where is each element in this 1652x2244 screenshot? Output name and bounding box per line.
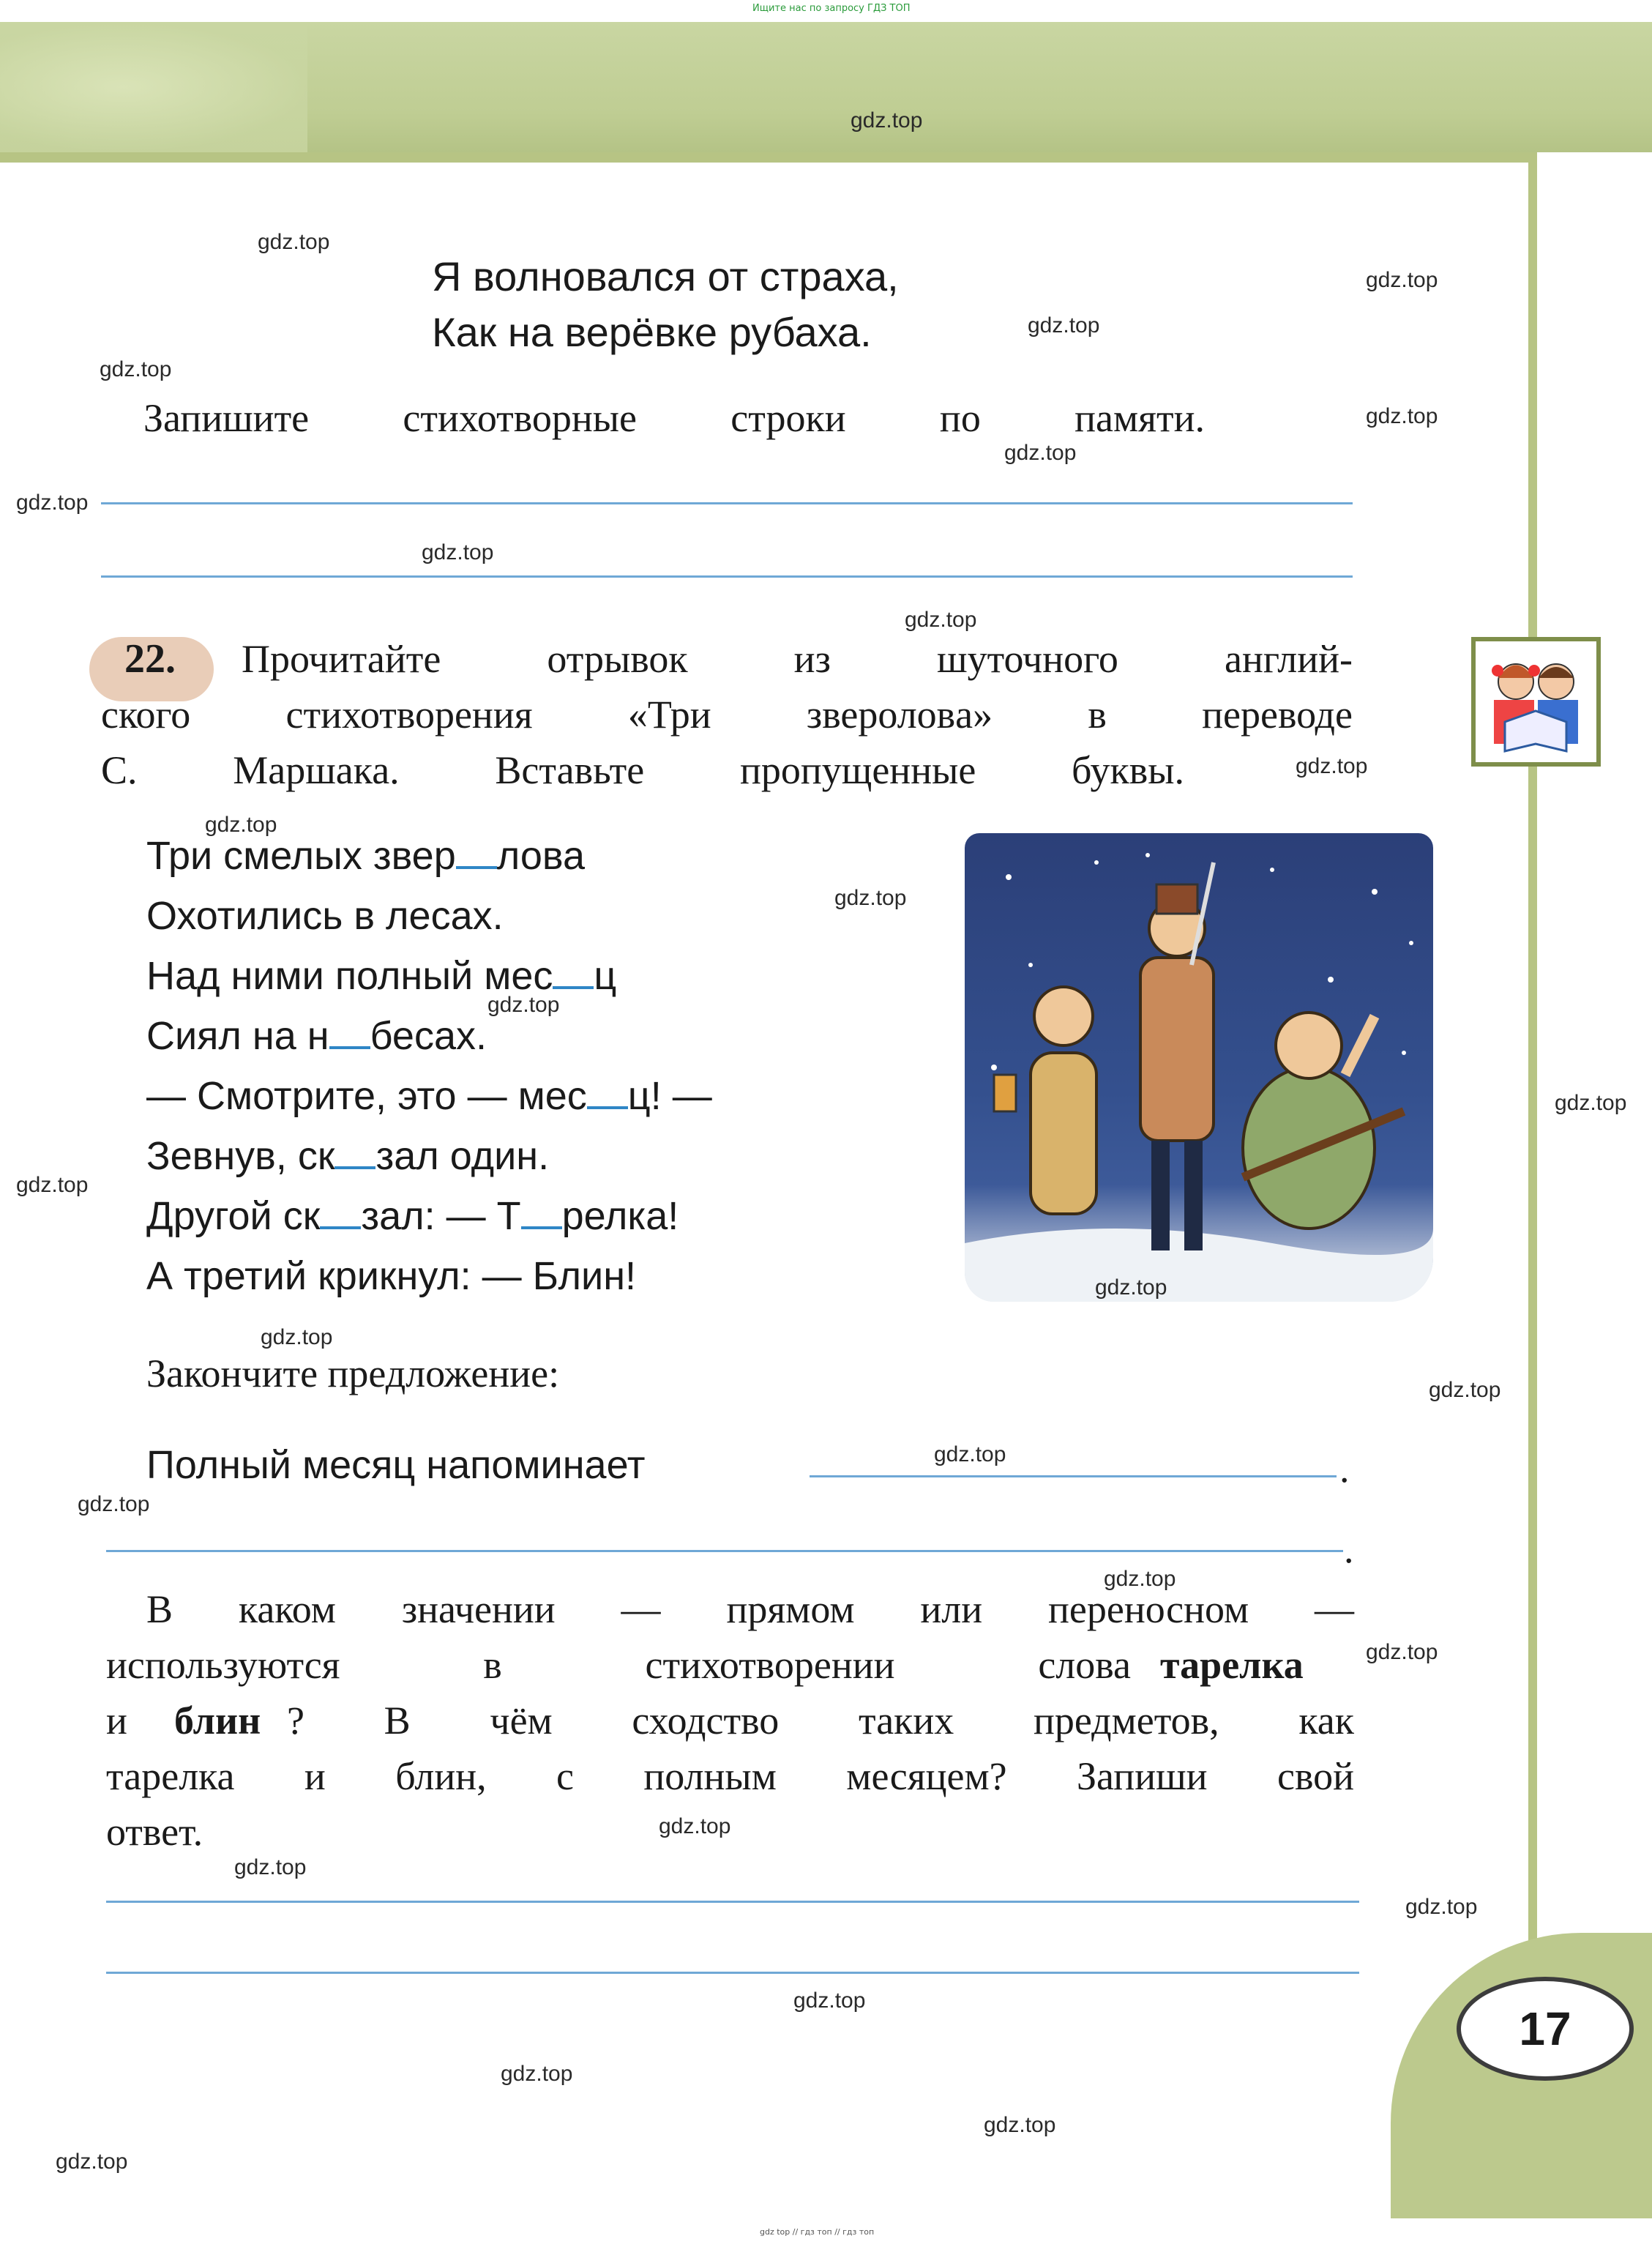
period: .	[1344, 1527, 1354, 1571]
exercise-line: ского стихотворения «Три звероловa» в переводе	[101, 693, 1353, 737]
answer-line[interactable]	[106, 1901, 1359, 1903]
answer-line[interactable]	[106, 1550, 1343, 1552]
watermark: gdz.top	[1296, 754, 1368, 778]
bold-word: тарелка	[1160, 1643, 1304, 1687]
poem-line: Охотились в лесах.	[146, 894, 504, 938]
watermark: gdz.top	[834, 886, 907, 910]
letter-gap[interactable]	[521, 1193, 562, 1229]
answer-line[interactable]	[101, 502, 1353, 504]
answer-line[interactable]	[106, 1972, 1359, 1974]
poem-line: Над ними полный мес ц	[146, 954, 617, 998]
watermark: gdz.top	[1104, 1567, 1176, 1591]
watermark: gdz.top	[1366, 1640, 1438, 1664]
header-note: Ищите нас по запросу ГДЗ ТОП	[752, 3, 911, 14]
watermark: gdz.top	[501, 2062, 573, 2086]
task-write: Запишите стихотворные строки по памяти.	[143, 396, 1205, 440]
poem-line: А третий крикнул: — Блин!	[146, 1254, 637, 1298]
margin-rule	[1528, 152, 1537, 1983]
watermark: gdz.top	[78, 1492, 150, 1516]
poem-line: — Смотрите, это — мес ц! —	[146, 1074, 712, 1118]
watermark: gdz.top	[1366, 268, 1438, 292]
answer-line[interactable]	[101, 575, 1353, 578]
watermark: gdz.top	[984, 2113, 1056, 2137]
letter-gap[interactable]	[320, 1193, 361, 1229]
question-line: тарелка и блин, с полным месяцем? Запиши свой	[106, 1754, 1354, 1798]
watermark: gdz.top	[205, 813, 277, 837]
page-number: 17	[1457, 1977, 1634, 2081]
watermark: gdz.top	[261, 1325, 333, 1349]
exercise-line: С. Маршака. Вставьте пропущенные буквы.	[101, 748, 1184, 792]
question-line: ответ.	[106, 1810, 203, 1854]
bold-word: блин	[174, 1699, 261, 1742]
watermark: gdz.top	[258, 230, 330, 254]
watermark: gdz.top	[1028, 313, 1100, 338]
poem-line: Сиял на н бесах.	[146, 1014, 487, 1058]
watermark: gdz.top	[1555, 1091, 1627, 1115]
watermark: gdz.top	[793, 1988, 866, 2013]
exercise-number: 22.	[124, 636, 176, 682]
watermark: gdz.top	[659, 1814, 731, 1838]
finish-title: Закончите предложение:	[146, 1352, 560, 1395]
watermark: gdz.top	[851, 108, 923, 133]
answer-line[interactable]	[810, 1475, 1337, 1477]
letter-gap[interactable]	[553, 953, 594, 989]
intro-poem	[432, 249, 899, 360]
watermark: gdz.top	[487, 993, 560, 1017]
intro-poem-line: Как на верёвке рубаха.	[432, 309, 872, 355]
watermark: gdz.top	[16, 1173, 89, 1197]
watermark: gdz.top	[1405, 1895, 1478, 1919]
intro-poem-line: Я волновался от страха,	[432, 253, 899, 299]
poem-line: Зевнув, ск зал один.	[146, 1134, 550, 1178]
watermark: gdz.top	[100, 357, 172, 381]
watermark: gdz.top	[934, 1442, 1006, 1466]
letter-gap[interactable]	[456, 832, 497, 869]
period: .	[1339, 1447, 1350, 1491]
letter-gap[interactable]	[334, 1133, 375, 1169]
watermark: gdz.top	[1429, 1378, 1501, 1402]
exercise-line: Прочитайте отрывок из шуточного англий-	[242, 637, 1353, 681]
question-line: ? В чём сходство таких предметов, как	[287, 1699, 1354, 1742]
question-line: В каком значении — прямом или переносном —	[146, 1587, 1354, 1631]
question-line: и	[106, 1699, 127, 1742]
watermark: gdz.top	[422, 540, 494, 564]
header-rule	[0, 152, 1537, 163]
question-line: используются в стихотворении слова	[106, 1643, 1131, 1687]
watermark: gdz.top	[1004, 441, 1077, 465]
letter-gap[interactable]	[587, 1073, 628, 1109]
watermark: gdz.top	[1366, 404, 1438, 428]
finish-prompt: Полный месяц напоминает	[146, 1443, 646, 1487]
poem-block	[146, 826, 712, 1306]
header-ornament	[0, 22, 307, 152]
right-margin	[1537, 152, 1652, 2217]
footer-note: gdz top // гдз топ // гдз топ	[760, 2227, 875, 2237]
watermark: gdz.top	[1095, 1275, 1167, 1300]
poem-line: Три смелых звер лова	[146, 834, 586, 878]
watermark: gdz.top	[56, 2150, 128, 2174]
watermark: gdz.top	[16, 491, 89, 515]
watermark: gdz.top	[905, 608, 977, 632]
poem-line: Другой ск зал: — Т релка!	[146, 1194, 679, 1238]
watermark: gdz.top	[234, 1855, 307, 1879]
reading-children-icon	[1471, 637, 1601, 767]
three-hunters-illustration	[965, 833, 1433, 1302]
letter-gap[interactable]	[329, 1013, 370, 1049]
